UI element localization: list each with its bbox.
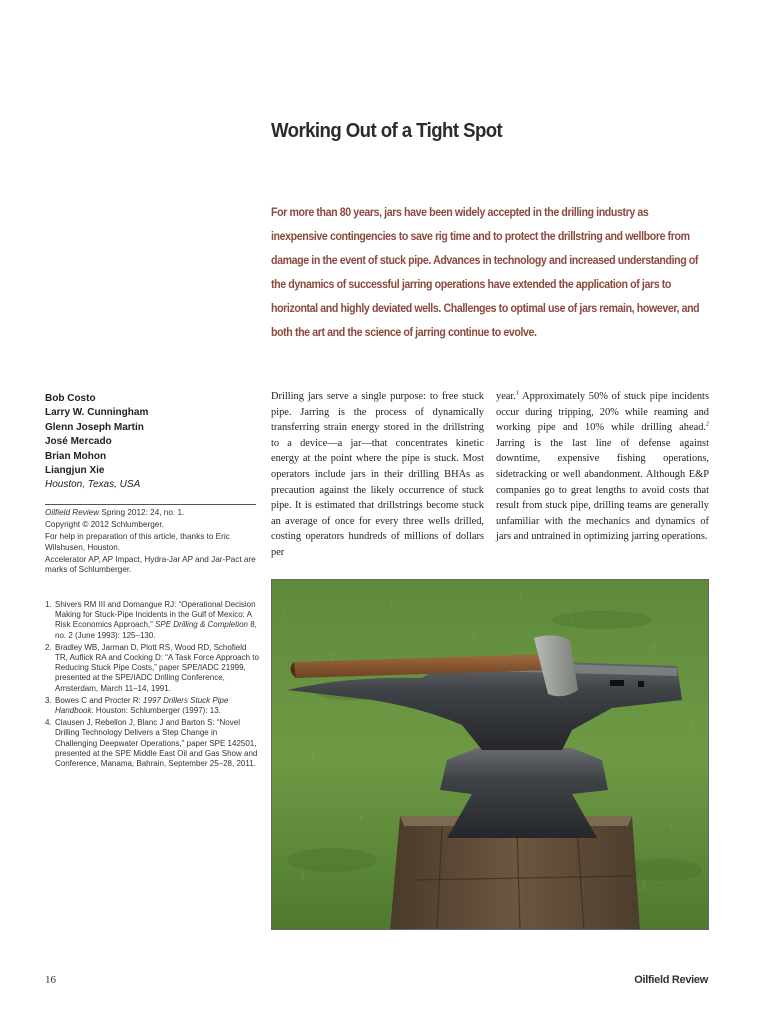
author-name: Glenn Joseph Martin [45, 421, 144, 433]
reference-note [45, 600, 260, 641]
reference-note [45, 718, 260, 769]
journal-footer: Oilfield Review [634, 974, 708, 986]
note-number: 3. [45, 695, 52, 705]
reference-note [45, 696, 260, 716]
footnote-ref: 1 [515, 390, 519, 397]
copyright-line: Copyright © 2012 Schlumberger. [45, 520, 164, 530]
author-location: Houston, Texas, USA [45, 479, 141, 491]
journal-name: Oilfield Review [45, 508, 100, 517]
citation-line [45, 508, 260, 518]
article-dek: For more than 80 years, jars have been widely accepted in the drilling industry as inexpensive contingencies to save rig time and to protect the drillstring and wellbore from damage in the event of stuck pipe. Advances in technology and increased understanding of the dynamics of successful jarring operations have extended the application of jars to horizontal and highly deviated wells. Challenges to optimal use of jars remain, however, and both the art and the science of jarring continue to evolve. [271, 205, 700, 339]
sidebar-divider [45, 504, 256, 505]
footnote-ref: 2 [706, 421, 709, 428]
author-list [45, 392, 265, 493]
note-text-end: 8, no. 2 (June 1993): 125–130. [55, 620, 257, 640]
article-title: Working Out of a Tight Spot [271, 120, 503, 142]
note-text: Bowes C and Procter R: [55, 695, 144, 705]
note-text: Bradley WB, Jarman D, Plott RS, Wood RD, Schofield TR, Auflick RA and Cocking D: “A Task Force Approach to Reducing Stuck Pipe Costs,” paper SPE/IADC 21999, presented at the SPE/IADC Drilling Conference, Amsterdam, March 11–14, 1991. [55, 642, 259, 693]
anvil-photo [271, 579, 709, 930]
note-number: 4. [45, 718, 52, 728]
body-column-2 [496, 389, 709, 545]
body-text: Approximately 50% of stuck pipe incidents occur during tripping, 20% while reaming and working pipe and 10% while drilling ahead. [496, 391, 709, 434]
issue-info: Spring 2012: 24, no. 1. [99, 508, 185, 517]
reference-note [45, 643, 260, 694]
reference-notes [45, 600, 260, 771]
author-name: Brian Mohon [45, 450, 107, 462]
note-source: SPE Drilling & Completion [155, 620, 248, 630]
body-text: year. [496, 391, 516, 402]
note-number: 2. [45, 642, 52, 652]
body-column-1: Drilling jars serve a single purpose: to free stuck pipe. Jarring is the process of dynamically transferring strain energy stored in the drillstring to a device—a jar—that concentrates kinetic energy at the point where the pipe is stuck. Most operators include jars in their drilling BHAs as precaution against the likely occurrence of stuck pipe. It is estimated that drillstrings become stuck an average of once for every three wells drilled, costing operators hundreds of millions of dollars per [271, 391, 484, 558]
note-text: Shivers RM III and Domangue RJ: “Operational Decision Making for Stuck-Pipe Incidents in the Gulf of Mexico: A Risk Economics Approach,” [55, 600, 256, 630]
note-number: 1. [45, 600, 52, 609]
note-source: 1997 Drillers Stuck Pipe Handbook. [55, 695, 229, 716]
publication-meta [45, 508, 260, 577]
page-number: 16 [45, 974, 56, 986]
author-name: Larry W. Cunningham [45, 407, 149, 419]
author-name: Liangjun Xie [45, 465, 105, 477]
body-text: Jarring is the last line of defense against downtime, expensive fishing operations, sidetracking or well abandonment. Although E&P companies go to great lengths to avoid costs that result from stuck pipe, drilling teams are generally unfamiliar with the mechanics and dynamics of jars and untrained in optimizing jarring operations. [496, 437, 709, 543]
author-name: José Mercado [45, 436, 112, 448]
trademark-notice: Accelerator AP, AP Impact, Hydra-Jar AP and Jar-Pact are marks of Schlumberger. [45, 554, 256, 575]
acknowledgement: For help in preparation of this article, thanks to Eric Wilshusen, Houston. [45, 532, 230, 552]
author-name: Bob Costo [45, 393, 96, 404]
note-text-end: Houston: Schlumberger (1997): 13. [93, 706, 221, 716]
note-text: Clausen J, Rebellon J, Blanc J and Barton S: “Novel Drilling Technology Delivers a Step Change in Challenging Deepwater Operations,” paper SPE 142501, presented at the SPE Middle East Oil and Gas Show and Conference, Manama, Bahrain, September 25–28, 2011. [55, 718, 258, 769]
